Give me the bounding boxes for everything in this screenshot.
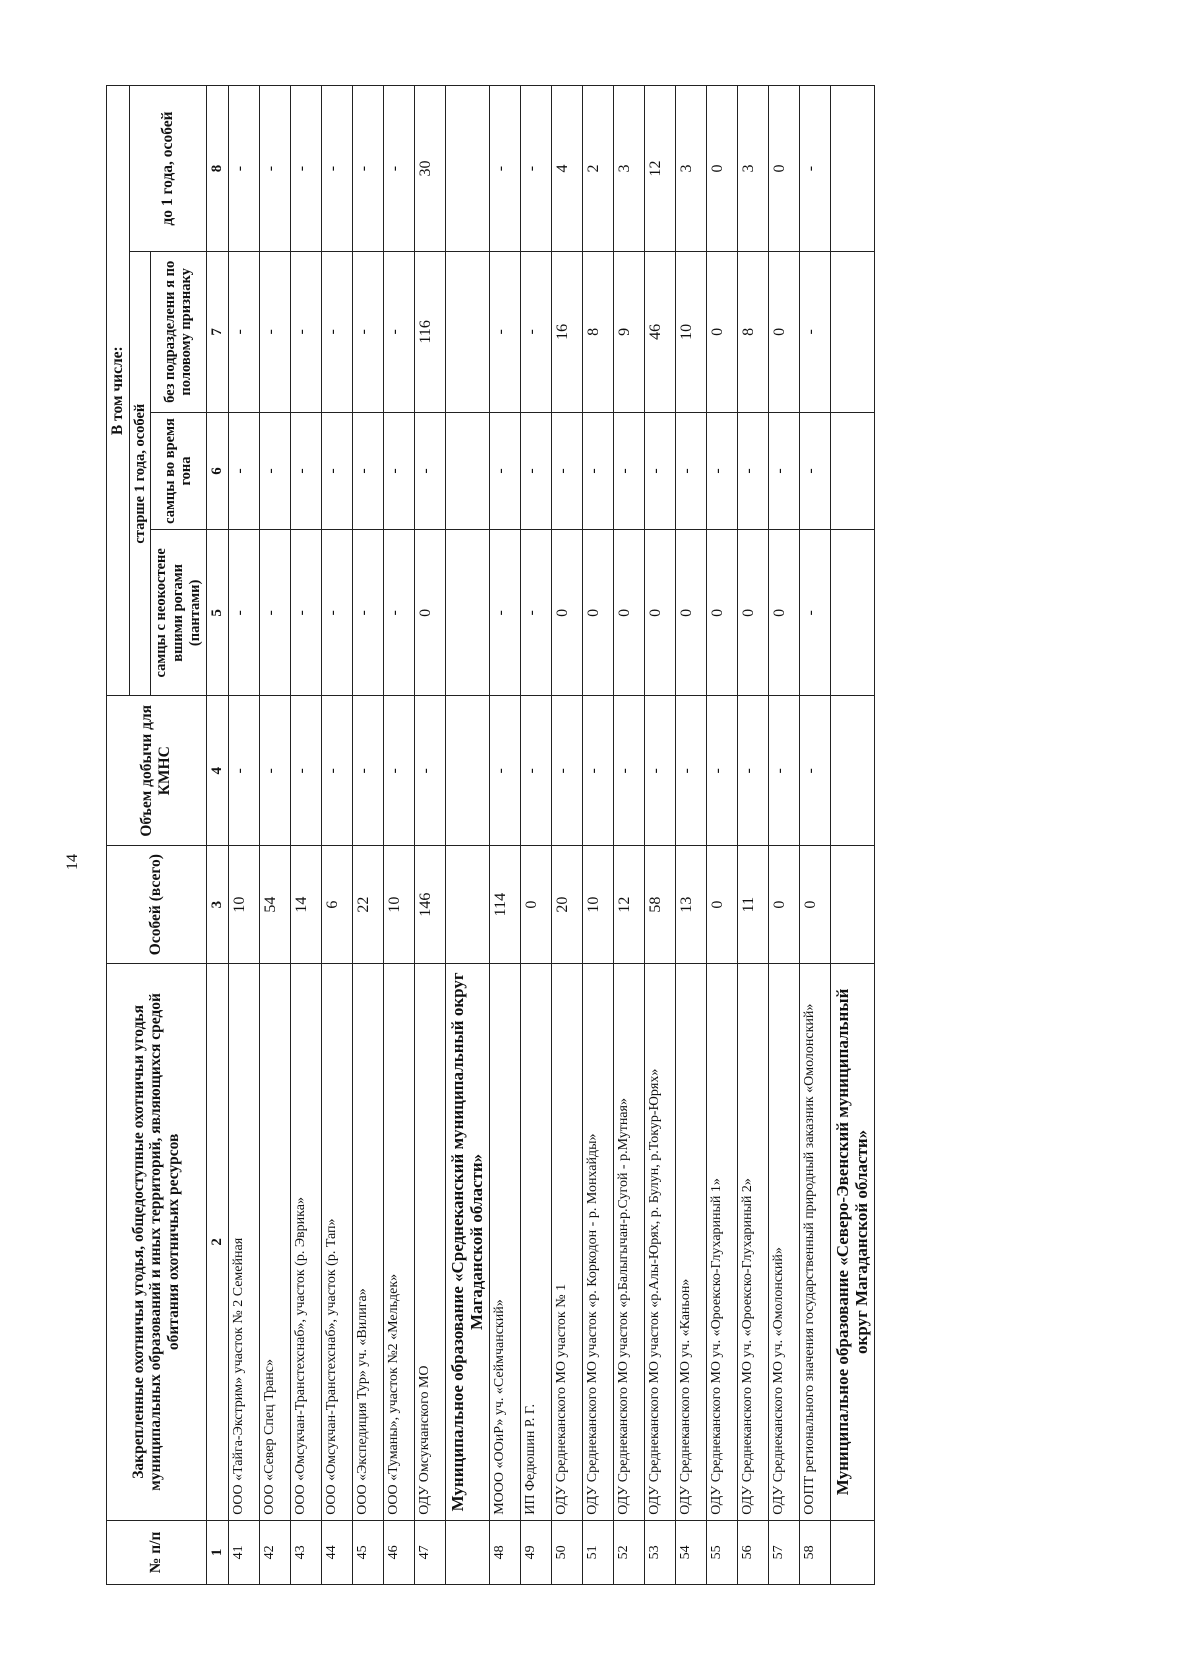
- total-count: 6: [321, 846, 352, 964]
- antler-males-count: -: [520, 530, 551, 696]
- page-number: 14: [64, 854, 81, 870]
- rut-males-count: -: [414, 412, 445, 530]
- kmns-volume: -: [675, 696, 706, 846]
- table-row: [799, 86, 830, 1585]
- total-count: 0: [768, 846, 799, 964]
- territory-name: ООО «Омсукчан-Транстехснаб», участок (р. Тап»: [321, 964, 352, 1521]
- total-count: 54: [259, 846, 290, 964]
- total-count: 0: [520, 846, 551, 964]
- document-table-wrapper: [106, 85, 1086, 1585]
- territory-name: ОДУ Среднеканского МО уч. «Ороекско-Глухариный 2»: [737, 964, 768, 1521]
- rut-males-count: -: [290, 412, 321, 530]
- antler-males-count: -: [228, 530, 259, 696]
- total-count: 10: [383, 846, 414, 964]
- no-sex-division-count: 10: [675, 252, 706, 413]
- table-row: [644, 86, 675, 1585]
- no-sex-division-count: -: [383, 252, 414, 413]
- kmns-volume: -: [228, 696, 259, 846]
- territory-name: ООО «Тайга-Экстрим» участок № 2 Семейная: [228, 964, 259, 1521]
- table-row: [551, 86, 582, 1585]
- header-total: Особей (всего): [107, 846, 207, 964]
- row-number: 44: [321, 1520, 352, 1584]
- territory-name: ОДУ Среднеканского МО участок № 1: [551, 964, 582, 1521]
- header-rut-males: самцы во время гона: [151, 412, 206, 530]
- table-row: [737, 86, 768, 1585]
- row-number: 49: [520, 1520, 551, 1584]
- antler-males-count: 0: [414, 530, 445, 696]
- total-count: 114: [489, 846, 520, 964]
- antler-males-count: 0: [768, 530, 799, 696]
- table-row: [489, 86, 520, 1585]
- kmns-volume: -: [520, 696, 551, 846]
- total-count: 13: [675, 846, 706, 964]
- table-body-omsukchan: [228, 86, 445, 1585]
- table-row: [321, 86, 352, 1585]
- rut-males-count: -: [706, 412, 737, 530]
- total-count: 10: [582, 846, 613, 964]
- total-count: 10: [228, 846, 259, 964]
- header-no: № п/п: [107, 1520, 207, 1584]
- under-one-year-count: 0: [706, 86, 737, 252]
- under-one-year-count: -: [290, 86, 321, 252]
- kmns-volume: -: [799, 696, 830, 846]
- rut-males-count: -: [383, 412, 414, 530]
- kmns-volume: -: [489, 696, 520, 846]
- rut-males-count: -: [675, 412, 706, 530]
- antler-males-count: -: [321, 530, 352, 696]
- territory-name: ОДУ Среднеканского МО участок «р.Алы-Юрях, р. Булун, р.Токур-Юрях»: [644, 964, 675, 1521]
- column-number: 6: [206, 412, 228, 530]
- under-one-year-count: 3: [675, 86, 706, 252]
- rut-males-count: -: [259, 412, 290, 530]
- no-sex-division-count: -: [489, 252, 520, 413]
- row-number: 55: [706, 1520, 737, 1584]
- column-number: 4: [206, 696, 228, 846]
- total-count: 20: [551, 846, 582, 964]
- no-sex-division-count: 0: [768, 252, 799, 413]
- row-number: 43: [290, 1520, 321, 1584]
- rut-males-count: -: [520, 412, 551, 530]
- no-sex-division-count: 8: [737, 252, 768, 413]
- total-count: 22: [352, 846, 383, 964]
- rut-males-count: -: [321, 412, 352, 530]
- total-count: 0: [706, 846, 737, 964]
- no-sex-division-count: 8: [582, 252, 613, 413]
- column-number: 5: [206, 530, 228, 696]
- kmns-volume: -: [352, 696, 383, 846]
- row-number: 50: [551, 1520, 582, 1584]
- kmns-volume: -: [706, 696, 737, 846]
- antler-males-count: -: [383, 530, 414, 696]
- territory-name: ООО «Туманы», участок №2 «Мельдек»: [383, 964, 414, 1521]
- kmns-volume: -: [259, 696, 290, 846]
- header-subgroup: старше 1 года, особей: [129, 252, 151, 696]
- rut-males-count: -: [644, 412, 675, 530]
- total-count: 11: [737, 846, 768, 964]
- under-one-year-count: -: [228, 86, 259, 252]
- total-count: 12: [613, 846, 644, 964]
- no-sex-division-count: -: [259, 252, 290, 413]
- table-row: [706, 86, 737, 1585]
- no-sex-division-count: -: [290, 252, 321, 413]
- antler-males-count: 0: [582, 530, 613, 696]
- total-count: 58: [644, 846, 675, 964]
- no-sex-division-count: 16: [551, 252, 582, 413]
- table-body-srednekan: [489, 86, 830, 1585]
- kmns-volume: -: [644, 696, 675, 846]
- antler-males-count: -: [259, 530, 290, 696]
- no-sex-division-count: 116: [414, 252, 445, 413]
- under-one-year-count: 30: [414, 86, 445, 252]
- rut-males-count: -: [352, 412, 383, 530]
- kmns-volume: -: [414, 696, 445, 846]
- no-sex-division-count: 0: [706, 252, 737, 413]
- row-number: 41: [228, 1520, 259, 1584]
- antler-males-count: -: [290, 530, 321, 696]
- territory-name: ОДУ Среднеканского МО уч. «Ороекско-Глухариный 1»: [706, 964, 737, 1521]
- rut-males-count: -: [551, 412, 582, 530]
- rut-males-count: -: [489, 412, 520, 530]
- table-row: [675, 86, 706, 1585]
- territory-name: ОДУ Среднеканского МО участок «р. Коркодон - р. Монхайды»: [582, 964, 613, 1521]
- territory-name: ОДУ Среднеканского МО уч. «Омолонский»: [768, 964, 799, 1521]
- rut-males-count: -: [613, 412, 644, 530]
- total-count: 14: [290, 846, 321, 964]
- territory-name: ООО «Экспедиция Тур» уч. «Вилига»: [352, 964, 383, 1521]
- row-number: 47: [414, 1520, 445, 1584]
- header-no-sex-division: без подразделени я по половому признаку: [151, 252, 206, 413]
- territory-name: ООО «Омсукчан-Транстехснаб», участок (р. Эврика»: [290, 964, 321, 1521]
- section-title: Муниципальное образование «Среднеканский муниципальный округ Магаданской области»: [445, 964, 489, 1521]
- no-sex-division-count: -: [352, 252, 383, 413]
- antler-males-count: 0: [644, 530, 675, 696]
- kmns-volume: -: [383, 696, 414, 846]
- column-number: 1: [206, 1520, 228, 1584]
- kmns-volume: -: [613, 696, 644, 846]
- table-row: [352, 86, 383, 1585]
- row-number: 42: [259, 1520, 290, 1584]
- rut-males-count: -: [799, 412, 830, 530]
- section-title: Муниципальное образование «Северо-Эвенский муниципальный округ Магаданской области»: [830, 964, 874, 1521]
- antler-males-count: -: [352, 530, 383, 696]
- kmns-volume: -: [737, 696, 768, 846]
- row-number: 51: [582, 1520, 613, 1584]
- territory-name: ОДУ Среднеканского МО участок «р.Балыгычан-р.Сугой - р.Мутная»: [613, 964, 644, 1521]
- row-number: 54: [675, 1520, 706, 1584]
- territory-name: ОДУ Среднеканского МО уч. «Каньон»: [675, 964, 706, 1521]
- header-kmns: Объем добычи для КМНС: [107, 696, 207, 846]
- row-number: 46: [383, 1520, 414, 1584]
- under-one-year-count: -: [520, 86, 551, 252]
- section-row: [830, 86, 874, 1585]
- table-row: [520, 86, 551, 1585]
- header-group: В том числе:: [107, 86, 130, 696]
- total-count: 0: [799, 846, 830, 964]
- antler-males-count: 0: [613, 530, 644, 696]
- under-one-year-count: -: [383, 86, 414, 252]
- row-number: 57: [768, 1520, 799, 1584]
- no-sex-division-count: -: [520, 252, 551, 413]
- no-sex-division-count: -: [228, 252, 259, 413]
- table-row: [768, 86, 799, 1585]
- column-number: 7: [206, 252, 228, 413]
- header-antler-males: самцы с неокостене вшими рогами (пантами): [151, 530, 206, 696]
- kmns-volume: -: [768, 696, 799, 846]
- rut-males-count: -: [768, 412, 799, 530]
- territory-name: ИП Федюшин Р. Г.: [520, 964, 551, 1521]
- antler-males-count: -: [799, 530, 830, 696]
- no-sex-division-count: 9: [613, 252, 644, 413]
- under-one-year-count: 3: [613, 86, 644, 252]
- kmns-volume: -: [551, 696, 582, 846]
- under-one-year-count: -: [799, 86, 830, 252]
- hunting-quota-table: [106, 85, 875, 1585]
- antler-males-count: -: [489, 530, 520, 696]
- column-number-row: [206, 86, 228, 1585]
- column-number: 8: [206, 86, 228, 252]
- kmns-volume: -: [290, 696, 321, 846]
- under-one-year-count: 4: [551, 86, 582, 252]
- total-count: 146: [414, 846, 445, 964]
- row-number: 53: [644, 1520, 675, 1584]
- column-number: 3: [206, 846, 228, 964]
- table-row: [613, 86, 644, 1585]
- table-row: [383, 86, 414, 1585]
- under-one-year-count: 12: [644, 86, 675, 252]
- row-number: 56: [737, 1520, 768, 1584]
- territory-name: МООО «ООиР» уч. «Сеймчанский»: [489, 964, 520, 1521]
- territory-name: ООО «Север Спец Транс»: [259, 964, 290, 1521]
- table-row: [259, 86, 290, 1585]
- under-one-year-count: -: [259, 86, 290, 252]
- under-one-year-count: 0: [768, 86, 799, 252]
- under-one-year-count: 3: [737, 86, 768, 252]
- column-number: 2: [206, 964, 228, 1521]
- kmns-volume: -: [321, 696, 352, 846]
- territory-name: ОДУ Омсукчанского МО: [414, 964, 445, 1521]
- under-one-year-count: -: [489, 86, 520, 252]
- rut-males-count: -: [228, 412, 259, 530]
- antler-males-count: 0: [737, 530, 768, 696]
- under-one-year-count: -: [321, 86, 352, 252]
- no-sex-division-count: -: [321, 252, 352, 413]
- header-territory: Закрепленные охотничьи угодья, общедоступные охотничьи угодья муниципальных образований и иных территорий, являющихся средой обитания охотничьих ресурсов: [107, 964, 207, 1521]
- no-sex-division-count: -: [799, 252, 830, 413]
- antler-males-count: 0: [551, 530, 582, 696]
- rut-males-count: -: [737, 412, 768, 530]
- under-one-year-count: -: [352, 86, 383, 252]
- row-number: 52: [613, 1520, 644, 1584]
- section-row: [445, 86, 489, 1585]
- table-row: [228, 86, 259, 1585]
- row-number: 48: [489, 1520, 520, 1584]
- table-row: [414, 86, 445, 1585]
- antler-males-count: 0: [706, 530, 737, 696]
- rut-males-count: -: [582, 412, 613, 530]
- antler-males-count: 0: [675, 530, 706, 696]
- kmns-volume: -: [582, 696, 613, 846]
- row-number: 58: [799, 1520, 830, 1584]
- table-row: [582, 86, 613, 1585]
- row-number: 45: [352, 1520, 383, 1584]
- territory-name: ООПТ регионального значения государственный природный заказник «Омолонский»: [799, 964, 830, 1521]
- header-under-one-year: до 1 года, особей: [129, 86, 206, 252]
- no-sex-division-count: 46: [644, 252, 675, 413]
- table-row: [290, 86, 321, 1585]
- under-one-year-count: 2: [582, 86, 613, 252]
